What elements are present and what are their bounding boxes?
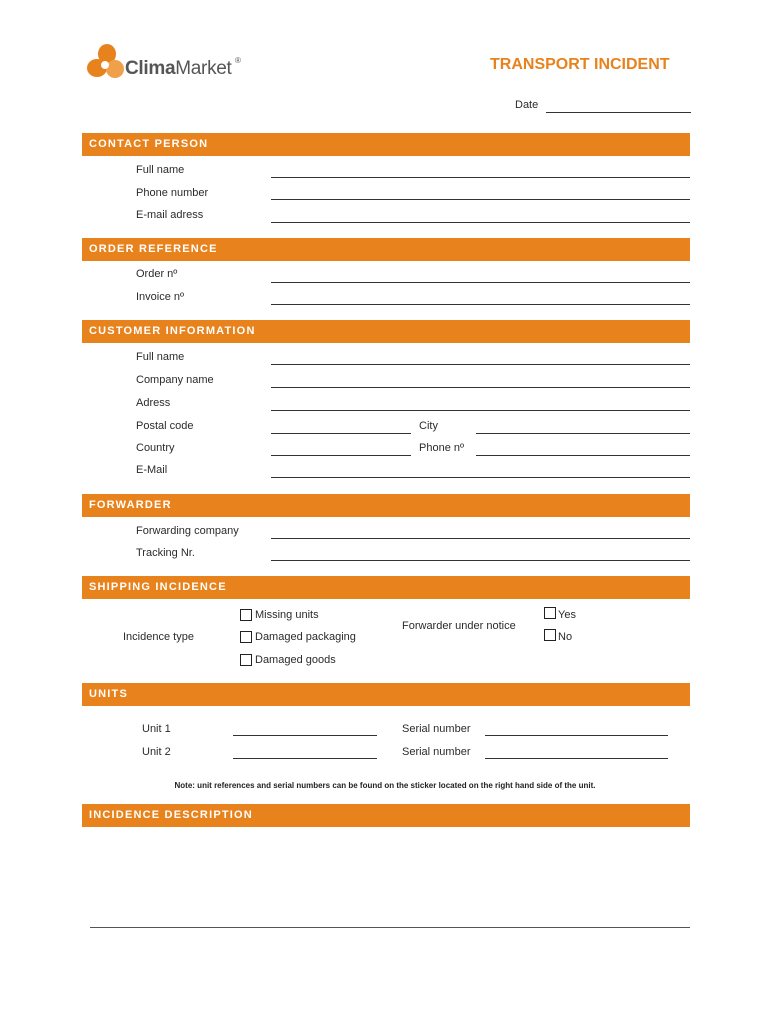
city-field[interactable] (476, 433, 690, 434)
country-field[interactable] (271, 455, 411, 456)
invoice-no-field[interactable] (271, 304, 690, 305)
city-label: City (419, 420, 438, 432)
customer-information-header: CUSTOMER INFORMATION (82, 320, 690, 343)
postal-code-field[interactable] (271, 433, 411, 434)
tracking-label: Tracking Nr. (136, 547, 195, 559)
page-title: TRANSPORT INCIDENT (490, 56, 670, 73)
forwarder-header: FORWARDER (82, 494, 690, 517)
postal-code-label: Postal code (136, 420, 194, 432)
serial-number-1-label: Serial number (402, 723, 471, 735)
incidence-description-area[interactable] (90, 828, 690, 928)
damaged-goods-label: Damaged goods (255, 654, 336, 666)
forwarding-company-label: Forwarding company (136, 525, 239, 537)
units-header: UNITS (82, 683, 690, 706)
company-name-field[interactable] (271, 387, 690, 388)
flower-logo-icon (87, 42, 127, 84)
missing-units-checkbox[interactable] (240, 609, 252, 621)
serial-number-2-label: Serial number (402, 746, 471, 758)
country-label: Country (136, 442, 175, 454)
contact-email-field[interactable] (271, 222, 690, 223)
forwarder-notice-label: Forwarder under notice (402, 620, 516, 632)
tracking-field[interactable] (271, 560, 690, 561)
contact-person-header: CONTACT PERSON (82, 133, 690, 156)
unit-2-label: Unit 2 (142, 746, 171, 758)
forwarding-company-field[interactable] (271, 538, 690, 539)
logo-wordmark: ClimaMarket (125, 58, 232, 79)
contact-email-label: E-mail adress (136, 209, 204, 221)
customer-full-name-label: Full name (136, 351, 185, 363)
customer-full-name-field[interactable] (271, 364, 690, 365)
order-no-field[interactable] (271, 282, 690, 283)
units-note: Note: unit references and serial numbers can be found on the sticker located on the right hand side of the unit. (174, 781, 596, 790)
serial-number-2-field[interactable] (485, 758, 668, 759)
contact-phone-label: Phone number (136, 187, 209, 199)
climamarket-logo (87, 42, 247, 88)
contact-full-name-label: Full name (136, 164, 185, 176)
unit-2-field[interactable] (233, 758, 377, 759)
unit-1-field[interactable] (233, 735, 377, 736)
damaged-goods-checkbox[interactable] (240, 654, 252, 666)
notice-yes-checkbox[interactable] (544, 607, 556, 619)
serial-number-1-field[interactable] (485, 735, 668, 736)
notice-yes-label: Yes (558, 609, 576, 621)
customer-phone-label: Phone nº (419, 442, 464, 454)
notice-no-label: No (558, 631, 573, 643)
address-label: Adress (136, 397, 171, 409)
contact-full-name-field[interactable] (271, 177, 690, 178)
customer-email-field[interactable] (271, 477, 690, 478)
address-field[interactable] (271, 410, 690, 411)
shipping-incidence-header: SHIPPING INCIDENCE (82, 576, 690, 599)
date-field[interactable] (546, 112, 691, 113)
contact-phone-field[interactable] (271, 199, 690, 200)
damaged-packaging-checkbox[interactable] (240, 631, 252, 643)
missing-units-label: Missing units (255, 609, 319, 621)
invoice-no-label: Invoice nº (136, 291, 185, 303)
unit-1-label: Unit 1 (142, 723, 171, 735)
order-no-label: Order nº (136, 268, 178, 280)
registered-mark: ® (235, 56, 241, 65)
notice-no-checkbox[interactable] (544, 629, 556, 641)
customer-email-label: E-Mail (136, 464, 168, 476)
damaged-packaging-label: Damaged packaging (255, 631, 356, 643)
customer-phone-field[interactable] (476, 455, 690, 456)
incidence-type-label: Incidence type (123, 631, 194, 643)
date-label: Date (515, 99, 539, 111)
company-name-label: Company name (136, 374, 214, 386)
incidence-description-header: INCIDENCE DESCRIPTION (82, 804, 690, 827)
order-reference-header: ORDER REFERENCE (82, 238, 690, 261)
